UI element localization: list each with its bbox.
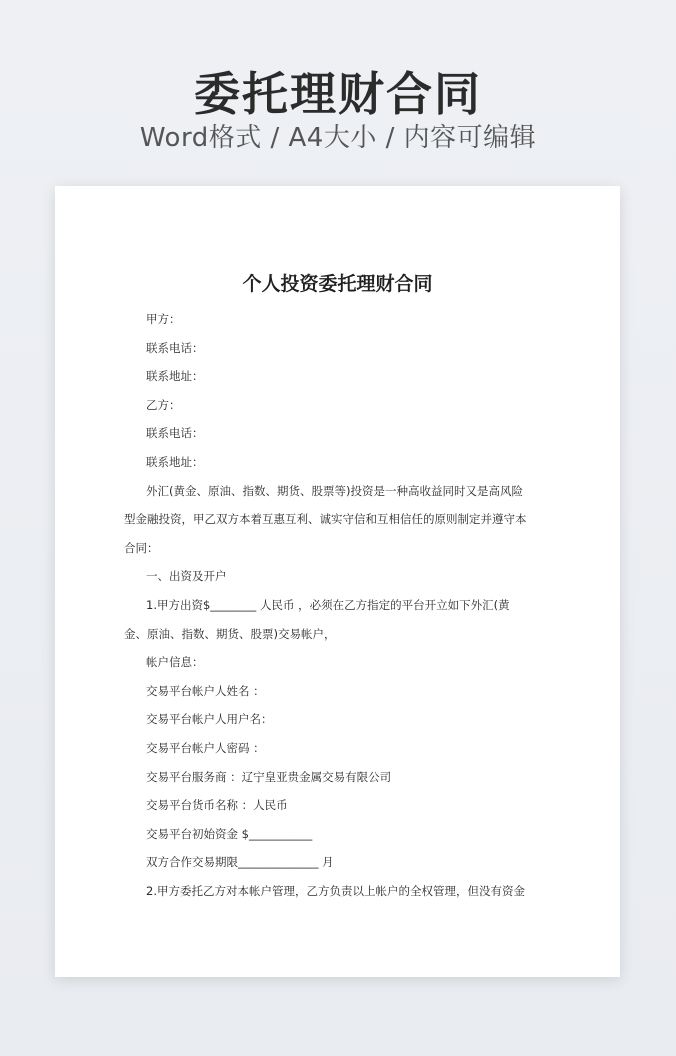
banner-subtitle: Word格式 / A4大小 / 内容可编辑 — [139, 123, 537, 153]
document-page — [55, 186, 620, 977]
section-heading: 一、出资及开户 — [146, 569, 227, 584]
account-password-line: 交易平台帐户人密码 ： — [146, 740, 265, 755]
document-body — [124, 305, 531, 905]
party-a-address-line: 联系地址： — [146, 369, 204, 384]
intro-paragraph-line-2: 型金融投资，甲乙双方本着互惠互利、诚实守信和互相信任的原则制定并遵守本 — [124, 512, 527, 527]
platform-currency-line: 交易平台货币名称 ：人民币 — [146, 798, 288, 813]
party-b-phone-line: 联系电话： — [146, 426, 204, 441]
clause-1-line-1: 1.甲方出资$________ 人民币 ，必须在乙方指定的平台开立如下外汇(黄 — [146, 597, 510, 612]
platform-provider-line: 交易平台服务商 ：辽宁皇亚贵金属交易有限公司 — [146, 769, 392, 784]
party-a-line: 甲方： — [146, 312, 181, 326]
account-username-line: 交易平台帐户人用户名： — [146, 712, 273, 727]
platform-initial-funds-line: 交易平台初始资金 $___________ — [146, 826, 313, 841]
party-b-line: 乙方： — [146, 397, 181, 412]
cooperation-term-line: 双方合作交易期限______________ 月 — [146, 855, 334, 870]
party-b-address-line: 联系地址： — [146, 454, 204, 469]
clause-1-line-2: 金、原油、指数、期货、股票)交易帐户， — [124, 626, 336, 641]
document-title: 个人投资委托理财合同 — [242, 273, 433, 295]
account-info-heading: 帐户信息： — [146, 655, 204, 670]
clause-2-line-1: 2.甲方委托乙方对本帐户管理，乙方负责以上帐户的全权管理，但没有资金 — [146, 883, 525, 898]
intro-paragraph-line-1: 外汇(黄金、原油、指数、期货、股票等)投资是一种高收益同时又是高风险 — [146, 483, 523, 498]
intro-paragraph-line-3: 合同： — [124, 540, 159, 555]
account-holder-name-line: 交易平台帐户人姓名 ： — [146, 683, 265, 698]
party-a-phone-line: 联系电话： — [146, 340, 204, 355]
banner-title: 委托理财合同 — [194, 67, 482, 121]
